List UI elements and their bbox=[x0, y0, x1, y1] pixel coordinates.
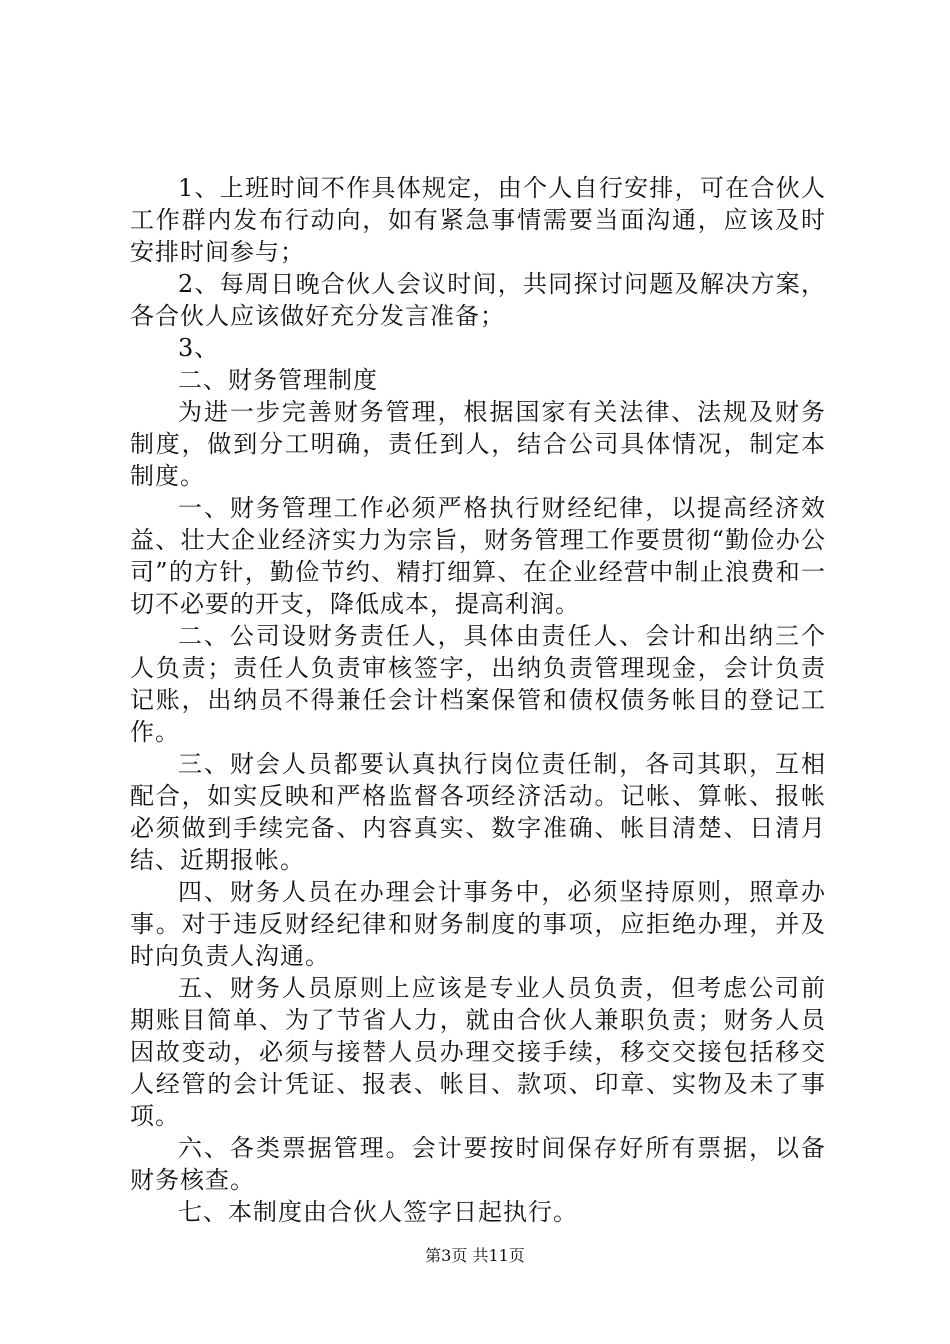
paragraph-rule-3: 3、 bbox=[178, 334, 220, 362]
paragraph-finance-intro: 为进一步完善财务管理，根据国家有关法律、法规及财务制度，做到分工明确，责任到人，结合公司具体情况，制定本制度。 bbox=[130, 398, 826, 490]
document-body bbox=[130, 172, 826, 1228]
paragraph-finance-4: 四、财务人员在办理会计事务中，必须坚持原则，照章办事。对于违反财经纪律和财务制度的事项，应拒绝办理，并及时向负责人沟通。 bbox=[130, 878, 826, 970]
paragraph-finance-7: 七、本制度由合伙人签字日起执行。 bbox=[178, 1198, 578, 1226]
section-heading-finance: 二、财务管理制度 bbox=[178, 366, 378, 394]
page-footer: 第3页 共11页 bbox=[425, 1246, 525, 1265]
paragraph-finance-6: 六、各类票据管理。会计要按时间保存好所有票据，以备财务核查。 bbox=[130, 1134, 826, 1194]
paragraph-finance-2: 二、公司设财务责任人，具体由责任人、会计和出纳三个人负责；责任人负责审核签字，出纳负责管理现金，会计负责记账，出纳员不得兼任会计档案保管和债权债务帐目的登记工作。 bbox=[130, 622, 826, 746]
paragraph-rule-1: 1、上班时间不作具体规定，由个人自行安排，可在合伙人工作群内发布行动向，如有紧急事情需要当面沟通，应该及时安排时间参与； bbox=[130, 174, 826, 266]
paragraph-rule-2: 2、每周日晚合伙人会议时间，共同探讨问题及解决方案，各合伙人应该做好充分发言准备； bbox=[130, 270, 826, 330]
paragraph-finance-1: 一、财务管理工作必须严格执行财经纪律，以提高经济效益、壮大企业经济实力为宗旨，财务管理工作要贯彻“勤俭办公司”的方针，勤俭节约、精打细算、在企业经营中制止浪费和一切不必要的开支，降低成本，提高利润。 bbox=[130, 494, 826, 618]
paragraph-finance-5: 五、财务人员原则上应该是专业人员负责，但考虑公司前期账目简单、为了节省人力，就由合伙人兼职负责；财务人员因故变动，必须与接替人员办理交接手续，移交交接包括移交人经管的会计凭证、报表、帐目、款项、印章、实物及未了事项。 bbox=[130, 974, 826, 1130]
paragraph-finance-3: 三、财会人员都要认真执行岗位责任制，各司其职，互相配合，如实反映和严格监督各项经济活动。记帐、算帐、报帐必须做到手续完备、内容真实、数字准确、帐目清楚、日清月结、近期报帐。 bbox=[130, 750, 826, 874]
